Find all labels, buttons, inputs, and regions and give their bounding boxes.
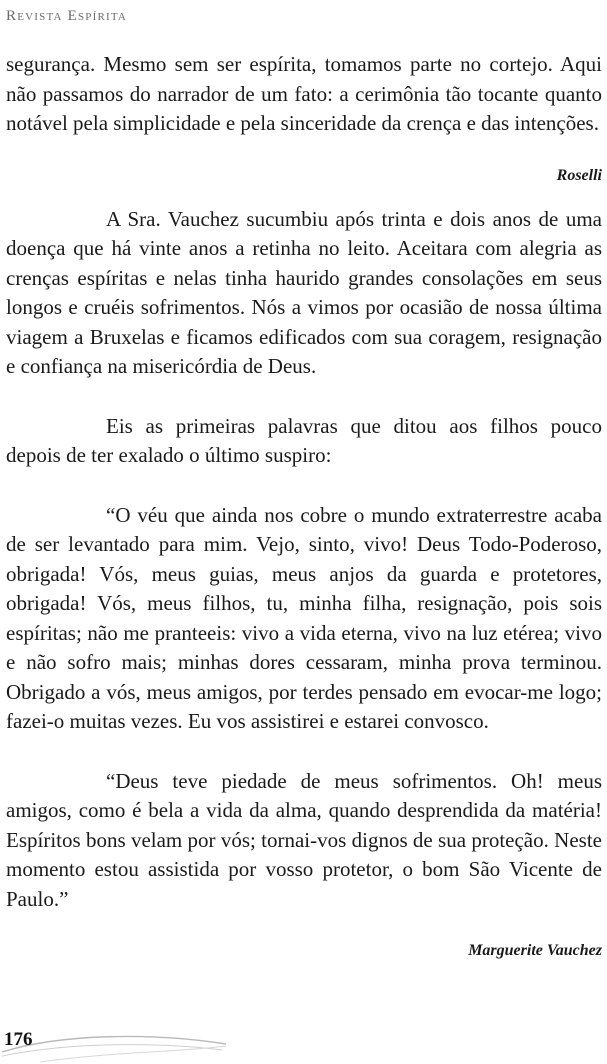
paragraph-message-1: “O véu que ainda nos cobre o mundo extraterrestre acaba de ser levantado para mim. Vejo, sinto, vivo! Deus Todo-Poderoso, obrigada! Vós, meus guias, meus anjos da guarda e protetores, obrigada! Vós, meus filhos, tu, minha filha, resignação, pois sois espíritas; não me pranteeis: vivo a vida eterna, vivo na luz etérea; vivo e não sofro mais; minhas dores cessaram, minha prova terminou. Obrigado a vós, meus amigos, por terdes pensado em evocar-me logo; fazei-o muitas vezes. Eu vos assistirei e estarei convosco.: [6, 502, 602, 733]
page-number: 176: [4, 1029, 33, 1050]
paragraph-vauchez: A Sra. Vauchez sucumbiu após trinta e dois anos de uma doença que há vinte anos a retinha no leito. Aceitara com alegria as crenças espíritas e nelas tinha haurido grandes consolações em seus longos e cruéis sofrimentos. Nós a vimos por ocasião de nossa última viagem a Bruxelas e ficamos edificados com sua coragem, resignação e confiança na misericórdia de Deus.: [6, 206, 602, 378]
spacer: [6, 914, 602, 942]
spacer: [6, 185, 602, 205]
spacer: [6, 471, 602, 501]
signature-marguerite-vauchez: Marguerite Vauchez: [468, 942, 602, 959]
running-head: Revista Espírita: [6, 8, 128, 24]
paragraph-continuation: segurança. Mesmo sem ser espírita, tomamos parte no cortejo. Aqui não passamos do narrador de um fato: a cerimônia tão tocante quanto notável pela simplicidade e pela sinceridade da crença e das intenções.: [6, 52, 602, 135]
page-body: [6, 50, 602, 960]
spacer: [6, 382, 602, 412]
paragraph-intro-words: Eis as primeiras palavras que ditou aos filhos pouco depois de ter exalado o último suspiro:: [6, 413, 602, 467]
paragraph-message-2: “Deus teve piedade de meus sofrimentos. Oh! meus amigos, como é bela a vida da alma, quando desprendida da matéria! Espíritos bons velam por vós; tornai-vos dignos de sua proteção. Neste momento estou assistida por vosso protetor, o bom São Vicente de Paulo.”: [6, 768, 602, 911]
spacer: [6, 139, 602, 167]
footer-swoosh-ornament: [0, 1022, 230, 1064]
spacer: [6, 737, 602, 767]
signature-roselli: Roselli: [556, 166, 602, 184]
